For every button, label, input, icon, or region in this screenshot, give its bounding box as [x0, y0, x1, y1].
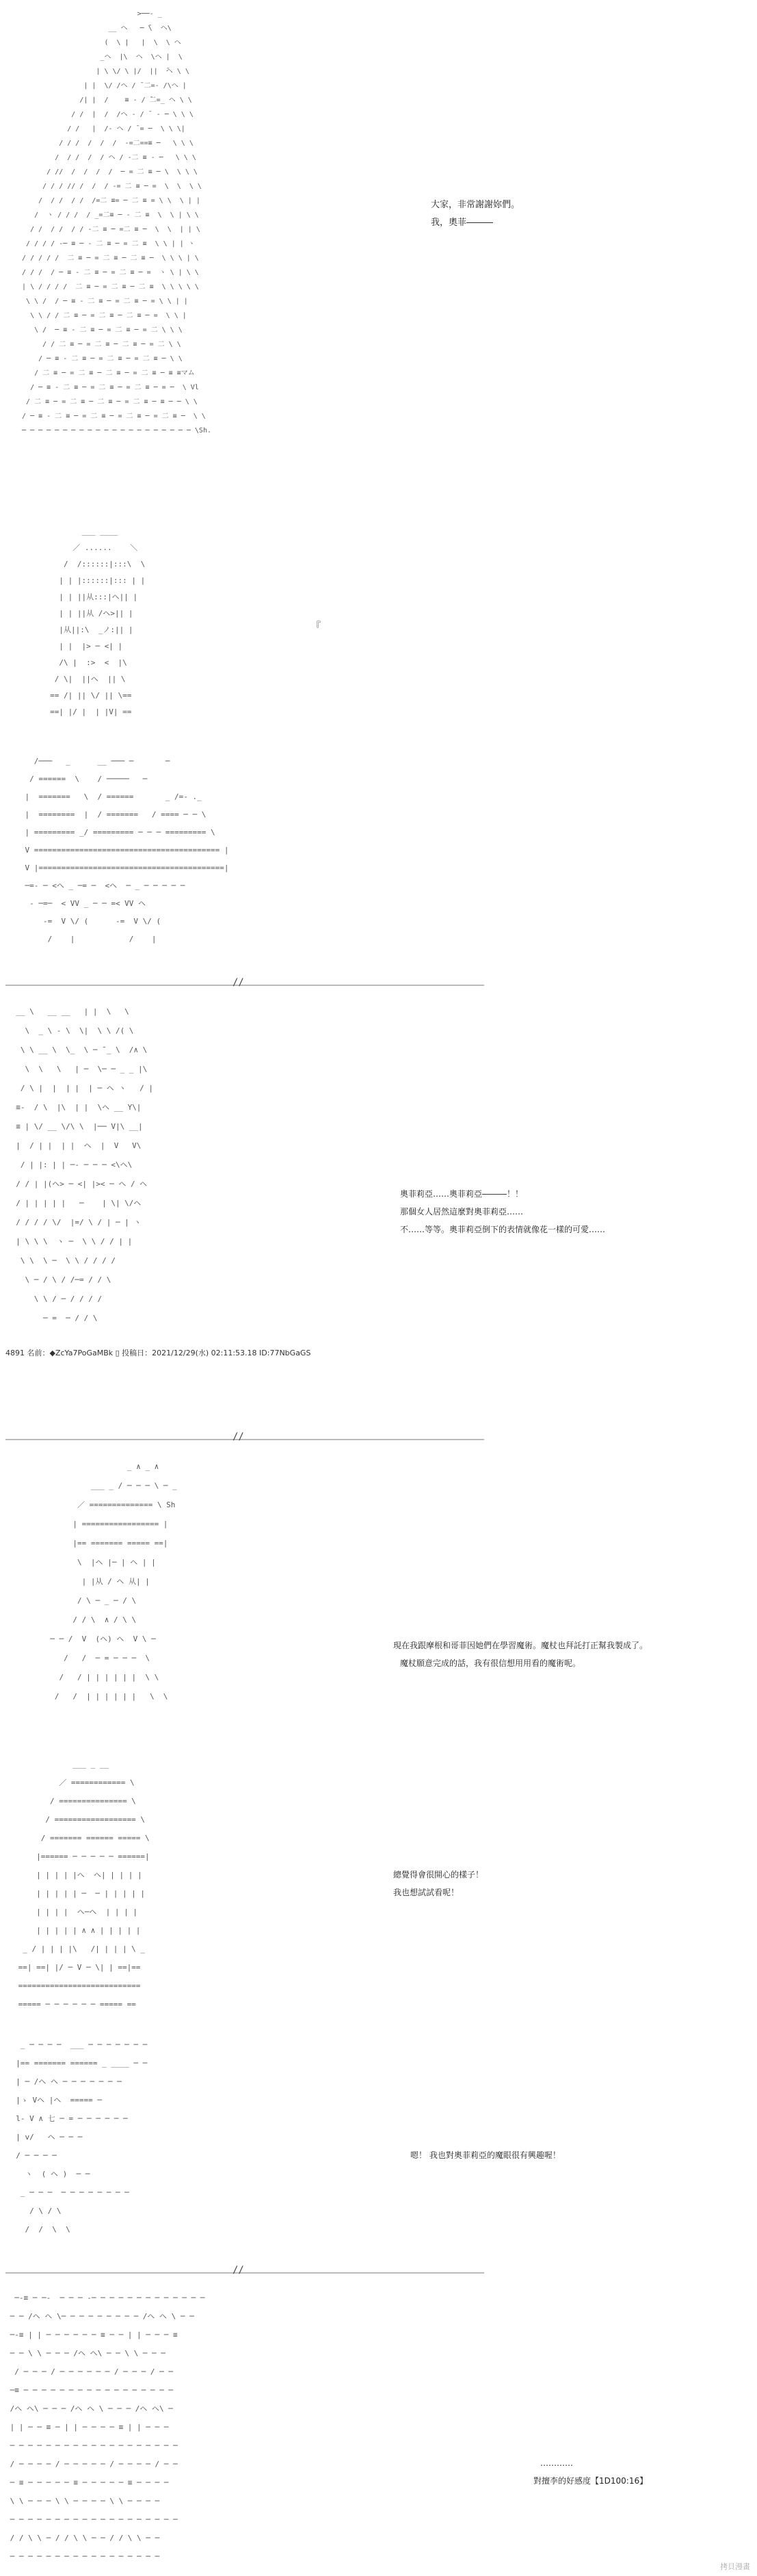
- divider-mark: //: [233, 2265, 244, 2276]
- caption-line: 奧菲莉亞……奧菲莉亞―――！！: [400, 1189, 524, 1199]
- section-divider: [5, 1439, 484, 1440]
- ascii-art-witch-hat-figure: _ ∧ _ ∧ ___ _ / ─ ─ ─ \ ─ _ ／ ============== \ Sh | ================= | |== ======= ===== ==| \ |ヘ |─ | ヘ | | | |从 / ヘ 从| | / \ ─ _ ─ / \ / / \ ∧ / \ \ ─ ─ / V (ヘ) ヘ V \ ─ / / ─ = ─ ─ ─ \ / / | | | | | | \ \ / / | | | | | | \ \: [50, 1462, 177, 1701]
- watermark: 拷貝漫畫: [720, 2562, 750, 2571]
- ascii-art-figure-standing: ___ ____ ／ ...... ＼ / /::::::|:::\ \ | | |::::::|::: | | | | ||从:::|ヘ|| | | | ||从 /ヘ>|| | |从||:\ _ノ:|| | | | |> ─ <| | /\ | :> < |\ / \| ||ヘ || \ == /| || \/ || \== ==| |/ | | |V| ==: [50, 527, 146, 716]
- divider-mark: //: [233, 977, 244, 988]
- ascii-art-figure-smiling: ___ _ __ ／ ============ \ / =============== \ / ================== \ / ======= ====== ===== \ |====== ─ ─ ─ ─ ─ ======| | | | | |ヘ ヘ| | | | | | | | | | ─ ─ | | | | | | | | | ヘ─ヘ | | | | | | | | | ∧ ∧ | | | | | _ / | | | |\ /| | | | \ _ ==| ==| |/ ─ V ─ \| | ==|== =========================== ===== ─ ─ ─ ─ ─ ─ ===== ==: [18, 1760, 150, 2009]
- ascii-art-distressed-figure: __ \ __ __ | | \ \ \ _ \ - \ \| \ \ /( \ \ \ __ \ \_ \ ─ ̄ _ \ /∧ \ \ \ \ | ─ \─ ─ _ _ |\ / \ | | | | | ─ ヘ ヽ / | ≡- / \ |\ | | \ヘ __ Y\| ≡ | \/ __ \/\ \ |── V|\ __| | / | | | | ヘ | V V\ / | |: | | ─- ─ ─ ─ <\ヘ\ / / | |(ヘ> ─ <| |>< ─ ヘ / ヘ / | | | | | ─ | \| \/ヘ / / / / \/ |=/ \ / | ─ | ヽ | \ \ \ ヽ ─ \ \ / / | | \ \ \ ─ \ \ / / / / \ ─ / \ / /─= / / \ \ \ / ─ / / / / ─ = ─ / / \: [16, 1007, 154, 1323]
- ascii-art-short-hair-figure: _ ─ ─ ─ ─ ___ ─ ─ ─ ─ ─ ─ ─ |== ======= ====== _ ____ ─ ─ | ─ /ヘ ヘ ─ ─ ─ ─ ─ ─ ─ |ゝ Vヘ |ヘ ===== ─ l- V ∧ 七 ─ = ─ ─ ─ ─ ─ ─ | v/ ヘ ─ ─ ─ / ─ ─ ─ ─ ヽ ( ヘ ) ─ ─ _ ─ ─ ─ ─ ─ ─ ─ ─ ─ ─ ─ / \ / \ / / \ \: [16, 2040, 148, 2234]
- caption-group-8: [533, 2456, 648, 2492]
- caption-line: 嗯！ 我也對奧菲莉亞的魔眼很有興趣喔！: [410, 2150, 561, 2160]
- caption-line: 那個女人居然這麼對奧菲莉亞……: [400, 1207, 524, 1217]
- caption-group-4: [400, 1187, 605, 1240]
- divider-mark: //: [233, 1431, 244, 1442]
- caption-line: 我，奧菲―――: [431, 218, 494, 228]
- caption-line: …………: [540, 2458, 573, 2468]
- caption-line: 現在我跟摩根和哥菲因她們在學習魔術。魔杖也拜託打正幫我製成了。: [393, 1641, 648, 1650]
- ascii-art-crowd: ─-≡ ─ ─- ─ ─ ─ -─ ─ ─ ─ ─ ─ ─ ─ ─ ─ ─ ─ ─ ─ ─ /ヘ ヘ \─ ─ ─ ─ ─ ─ ─ ─ ─ /ヘ ヘ \ ─ ─ ─-≡ | | ─ ─ ─ ─ ─ ─ ≡ ─ ─ | | ─ ─ ─ ≡ ─ ─ \ \ ─ ─ ─ /ヘ ヘ\ ─ ─ \ \ ─ ─ ─ / ─ ─ ─ / ─ ─ ─ ─ ─ ─ / ─ ─ ─ / ─ ─ ─≡ ─ ─ ─ ─ ─ ─ ─ ─ ─ ─ ─ ─ ─ ─ ─ ─ ─ /ヘ ヘ\ ─ ─ ─ /ヘ ヘ \ ─ ─ ─ /ヘ ヘ\ ─ | | ─ ─ ≡ ─ | | ─ ─ ─ ─ ≡ | | ─ ─ ─ ─ ─ ─ ─ ─ ─ ─ ─ ─ ─ ─ ─ ─ ─ ─ ─ ─ ─ ─ / ─ ─ ─ ─ / ─ ─ ─ ─ ─ / ─ ─ ─ ─ / ─ ─ ─ ≡ ─ ─ ─ ─ ─ ≡ ─ ─ ─ ─ ─ ≡ ─ ─ ─ ─ \ \ ─ ─ ─ \ \ ─ ─ ─ ─ \ \ ─ ─ ─ ─ ─ ─ ─ ─ ─ ─ ─ ─ ─ ─ ─ ─ ─ ─ ─ ─ ─ ─ ─ / / \ \ ─ / / \ \ ─ ─ / / \ \ ─ ─ ─ ─ ─ ─ ─ ─ ─ ─ ─ ─ ─ ─ ─ ─ ─ ─ ─: [10, 2293, 205, 2561]
- caption-group-1: [431, 198, 520, 234]
- caption-line: 不……等等。奧菲莉亞倒下的表情就像花一樣的可愛……: [400, 1225, 606, 1234]
- ascii-art-ophelia-cloak: >──- _ __ ヘ ─ ̄\ ヘ\ ( \ | | \ \ ヘ _ヘ |\ ヘ \ヘ | \ | \ \/ \ |/ || ̄ヘ \ \ | | \/ /ヘ / ̄ 二=- /\ヘ | /| | / ≡ - / ̄二=_ ヘ \ \ / / | / /ヘ - / ̄ - ─ \ \ \ / / | /- ヘ / ̄ = ─ \ \ \| / / / / / / -=二==≡ ─ \ \ \ / / / / / ヘ / -二 ≡ - ─ \ \ \ / // / / / / ─ = 二 ≡ ─ \ \ \ \ / / / // / / / -= 二 ≡ ─ = \ \ \ \ / / / / / /=二 ≡= ─ 二 ≡ = \ \ \ | | / ヽ / / / / _=二≡ ─ - 二 ≡ \ \ | \ \ / / / / / / -二 ≡ ─ =二 ≡ ─ \ \ | | \ / / / / -─ ≡ ─ - 二 ≡ ─ = 二 ≡ \ \ | | ヽ / / / / / 二 ≡ ─ = 二 ≡ ─ 二 ≡ ─ \ \ \ | \ / / / / ─ ≡ - 二 ≡ ─ = 二 ≡ ─ = ヽ \ | \ \ | \ / / / / 二 ≡ ─ = 二 ≡ ─ 二 ≡ \ \ \ \ \ \ \ / / ─ ≡ - 二 ≡ ─ = 二 ≡ ─ = \ \ | | \ \ / / 二 ≡ ─ = 二 ≡ ─ 二 ≡ ─ = \ \ | \ / ─ ≡ - 二 ≡ ─ = 二 ≡ ─ = 二 \ \ \ / / 二 ≡ ─ = 二 ≡ ─ 二 ≡ ─ = 二 \ \ / ─ ≡ - 二 ≡ ─ = 二 ≡ ─ = 二 ≡ ─ \ \ / 二 ≡ ─ = 二 ≡ ─ 二 ≡ ─ = 二 ≡ ─ ≡ ≡マム / ─ ≡ - 二 ≡ ─ = 二 ≡ ─ = 二 ≡ ─ = ─ \ Vl / 二 ≡ ─ = 二 ≡ ─ 二 ≡ ─ = 二 ≡ ─ ≡ ─ ─ \ \ / ─ ≡ - 二 ≡ ─ = 二 ≡ ─ = 二 ≡ ─ = 二 ≡ ─ \ \ ─ ─ ─ ─ ─ ─ ─ ─ ─ ─ ─ ─ ─ ─ ─ ─ ─ ─ ─ ─ ─ \Sh.: [22, 10, 211, 434]
- caption-group-5: [393, 1639, 648, 1674]
- quote-bracket: 『: [311, 621, 321, 632]
- post-meta: 4891 名前：◆ZcYa7PoGaMBk ▯ 投稿日：2021/12/29(水) 02:11:53.18 ID:77NbGaGS: [5, 1349, 311, 1357]
- caption-group-6: [393, 1868, 483, 1903]
- ascii-art-lying-figures: /─── _ __ ─── ─ ─ / ====== \ / ───── ─ | ======= \ / ====== _ /=- ._ | ======== | / ======= / ==== ─ ─ \ | ========= _/ ========= ─ ─ ─ ========= \ V ========================================= | V |=========================================| ─=- ─ <ヘ _ ─= ─ <ヘ ─ _ ─ ─ ─ ─ ─ - ─=─ < VV _ ─ ─ =< VV ヘ -= V \/ ( -= V \/ ( / | / |: [25, 757, 229, 944]
- caption-line: 對擅李的好感度【1D100:16】: [533, 2476, 648, 2486]
- caption-line: 我也想試試看呢！: [393, 1888, 460, 1897]
- caption-line: 總覺得會很開心的樣子！: [393, 1870, 484, 1879]
- caption-group-7: [410, 2148, 561, 2166]
- section-divider: [5, 2272, 484, 2274]
- caption-line: 魔杖願意完成的話，我有很信想用用看的魔術呢。: [400, 1658, 581, 1668]
- caption-line: 大家，非常謝謝妳們。: [431, 200, 520, 210]
- section-divider: [5, 985, 484, 986]
